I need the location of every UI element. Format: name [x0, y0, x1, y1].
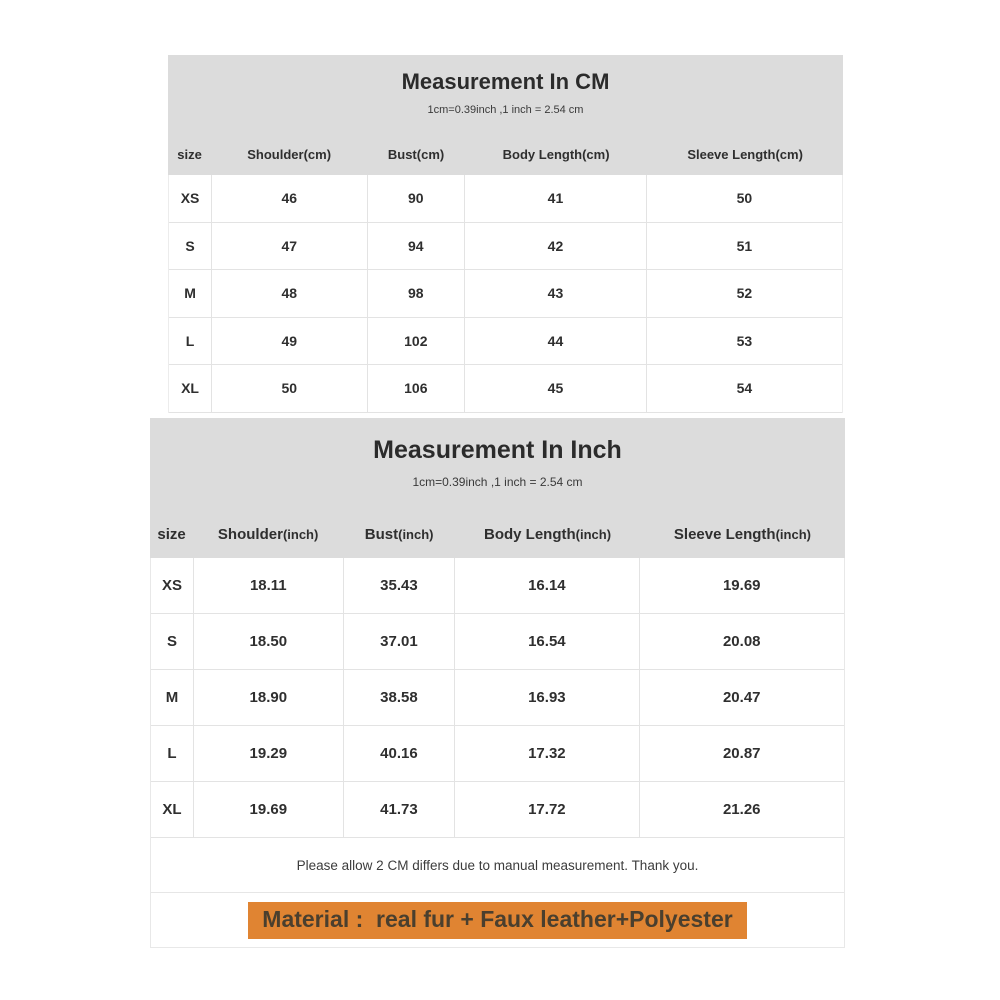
size-cell: L	[151, 726, 194, 781]
column-header-sleeve-length-cm: Sleeve Length(cm)	[687, 146, 803, 162]
measurement-cell: 50	[736, 190, 753, 207]
measurement-cell: 20.08	[722, 633, 761, 650]
measurement-cell: 49	[212, 318, 367, 365]
measurement-cell: 18.50	[194, 614, 344, 669]
column-header-size: size	[177, 146, 202, 162]
measurement-cell: 94	[368, 223, 466, 270]
measurement-cell: 46	[212, 175, 367, 222]
measurement-cell: 16.54	[455, 614, 639, 669]
size-cell: S	[151, 614, 194, 669]
table-row-l	[151, 726, 844, 782]
measurement-cell: 42	[465, 223, 647, 270]
inch-measurement-section	[150, 418, 845, 948]
column-header-body-length-inch: Body Length (inch)	[483, 525, 612, 543]
measurement-cell: 16.14	[455, 558, 639, 613]
measurement-cell: 19.69	[722, 577, 761, 594]
measurement-cell: 17.72	[455, 782, 639, 837]
measurement-cell: 45	[465, 365, 647, 412]
size-cell: S	[169, 223, 212, 270]
size-cell: XL	[169, 365, 212, 412]
inch-table-header	[150, 418, 845, 558]
measurement-cell: 18.90	[194, 670, 344, 725]
table-row-xl	[151, 782, 844, 838]
measurement-cell: 41	[465, 175, 647, 222]
measurement-cell: 50	[212, 365, 367, 412]
cm-table-body	[168, 175, 843, 413]
column-header-shoulder-cm: Shoulder(cm)	[247, 146, 332, 162]
column-header-bust-cm: Bust(cm)	[387, 146, 445, 162]
measurement-cell: 18.11	[194, 558, 344, 613]
measurement-cell: 40.16	[344, 726, 456, 781]
inch-title: Measurement In Inch	[373, 436, 622, 464]
cm-title: Measurement In CM	[401, 69, 610, 94]
column-header-sleeve-length-inch: Sleeve Length (inch)	[673, 525, 811, 543]
cm-table-header	[168, 55, 843, 175]
inch-column-header-row	[150, 524, 845, 544]
measurement-cell: 19.29	[194, 726, 344, 781]
measurement-cell: 106	[368, 365, 466, 412]
measurement-cell: 17.32	[455, 726, 639, 781]
measurement-cell: 20.47	[722, 689, 761, 706]
measurement-note: Please allow 2 CM differs due to manual measurement. Thank you.	[151, 838, 844, 893]
cm-column-header-row	[168, 145, 843, 163]
measurement-cell: 16.93	[455, 670, 639, 725]
measurement-cell: 48	[212, 270, 367, 317]
table-row-xs	[151, 558, 844, 614]
measurement-cell: 43	[465, 270, 647, 317]
measurement-cell: 51	[736, 237, 753, 254]
size-cell: M	[151, 670, 194, 725]
cm-subtitle: 1cm=0.39inch ,1 inch = 2.54 cm	[427, 104, 584, 116]
measurement-cell: 35.43	[344, 558, 456, 613]
measurement-cell: 37.01	[344, 614, 456, 669]
measurement-cell: 20.87	[722, 745, 761, 762]
measurement-cell: 52	[736, 285, 753, 302]
size-cell: XL	[151, 782, 194, 837]
size-cell: L	[169, 318, 212, 365]
measurement-cell: 98	[368, 270, 466, 317]
inch-subtitle: 1cm=0.39inch ,1 inch = 2.54 cm	[412, 475, 583, 489]
column-header-body-length-cm: Body Length(cm)	[502, 146, 610, 162]
table-row-m	[169, 270, 842, 318]
measurement-cell: 53	[736, 332, 753, 349]
column-header-size: size	[157, 525, 186, 543]
measurement-cell: 102	[368, 318, 466, 365]
size-cell: M	[169, 270, 212, 317]
material-text: Material : real fur + Faux leather+Polyester	[248, 902, 746, 939]
column-header-shoulder-inch: Shoulder (inch)	[217, 525, 319, 543]
size-cell: XS	[151, 558, 194, 613]
measurement-cell: 90	[368, 175, 466, 222]
table-row-l	[169, 318, 842, 366]
table-row-m	[151, 670, 844, 726]
measurement-cell: 47	[212, 223, 367, 270]
measurement-cell: 38.58	[344, 670, 456, 725]
size-cell: XS	[169, 175, 212, 222]
column-header-bust-inch: Bust (inch)	[364, 525, 434, 543]
inch-table-body	[151, 558, 844, 838]
measurement-cell: 44	[465, 318, 647, 365]
cm-measurement-section	[168, 55, 843, 413]
table-row-s	[169, 223, 842, 271]
measurement-cell: 21.26	[722, 801, 761, 818]
measurement-cell: 54	[736, 380, 753, 397]
measurement-cell: 19.69	[194, 782, 344, 837]
material-row	[151, 893, 844, 947]
table-row-xl	[169, 365, 842, 413]
measurement-cell: 41.73	[344, 782, 456, 837]
table-row-s	[151, 614, 844, 670]
table-row-xs	[169, 175, 842, 223]
